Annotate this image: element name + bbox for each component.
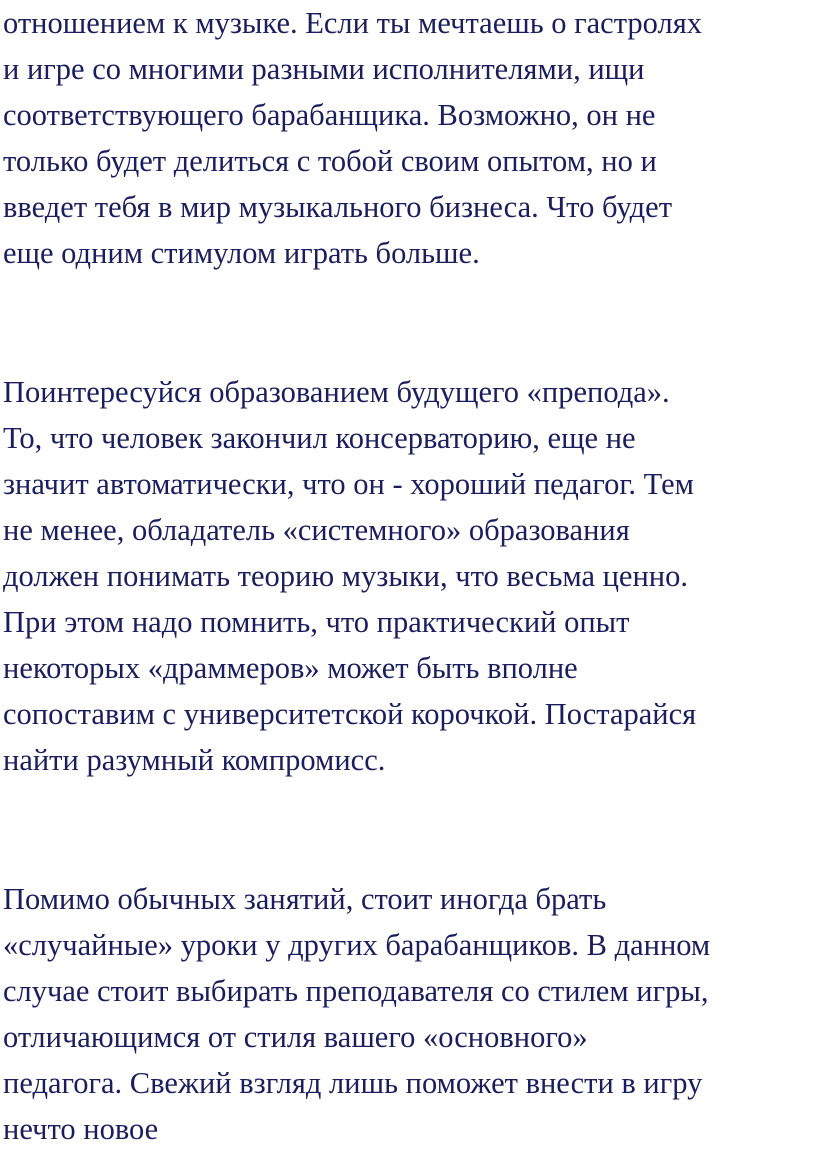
paragraph-line: некоторых «драммеров» может быть вполне — [3, 651, 578, 685]
paragraph-line: Помимо обычных занятий, стоит иногда брать — [3, 882, 607, 916]
paragraph-line: сопоставим с университетской корочкой. Постарайся — [3, 697, 697, 731]
paragraph-line: еще одним стимулом играть больше. — [3, 236, 480, 270]
paragraph-line: нечто новое — [3, 1112, 159, 1146]
paragraph-line: найти разумный компромисс. — [3, 743, 386, 777]
paragraph-line: То, что человек закончил консерваторию, еще не — [3, 421, 636, 455]
paragraph-line: введет тебя в мир музыкального бизнеса. Что будет — [3, 190, 673, 224]
paragraph-line: Поинтересуйся образованием будущего «препода». — [3, 375, 670, 409]
paragraph-line: только будет делиться с тобой своим опытом, но и — [3, 144, 657, 178]
paragraph-line: отличающимся от стиля вашего «основного» — [3, 1020, 588, 1054]
paragraph-line: не менее, обладатель «системного» образования — [3, 513, 630, 547]
paragraph-line: должен понимать теорию музыки, что весьма ценно. — [3, 559, 688, 593]
paragraph-line: случае стоит выбирать преподавателя со стилем игры, — [3, 974, 709, 1008]
paragraph-line: «случайные» уроки у других барабанщиков. В данном — [3, 928, 711, 962]
paragraph-line: соответствующего барабанщика. Возможно, он не — [3, 98, 656, 132]
paragraph-line: отношением к музыке. Если ты мечтаешь о гастролях — [3, 6, 703, 40]
paragraph-line: и игре со многими разными исполнителями, ищи — [3, 52, 645, 86]
paragraph-line: педагога. Свежий взгляд лишь поможет внести в игру — [3, 1066, 703, 1100]
paragraph-line: значит автоматически, что он - хороший педагог. Тем — [3, 467, 694, 501]
paragraph-line: При этом надо помнить, что практический опыт — [3, 605, 630, 639]
